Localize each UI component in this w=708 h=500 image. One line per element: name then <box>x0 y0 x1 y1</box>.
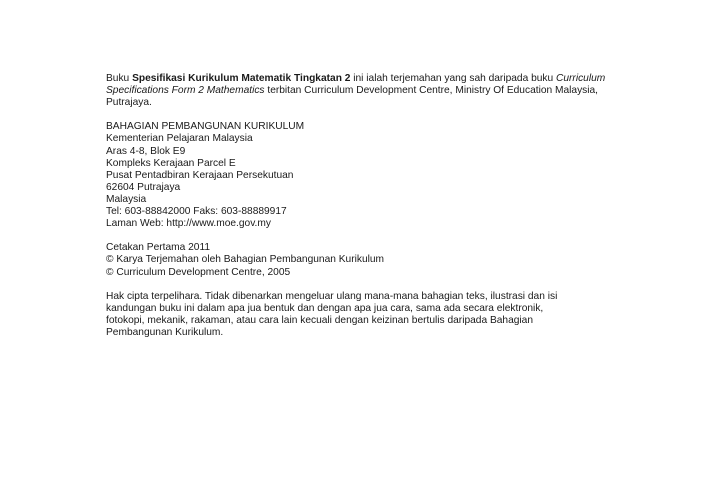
intro-prefix: Buku <box>106 73 133 84</box>
copyright-line-3: fotokopi, mekanik, rakaman, atau cara lain kecuali dengan keizinan bertulis daripada Bahagian <box>106 314 534 326</box>
edition-first-print: Cetakan Pertama 2011 <box>106 242 211 254</box>
address-centre: Pusat Pentadbiran Kerajaan Persekutuan <box>106 169 294 181</box>
address-ministry: Kementerian Pelajaran Malaysia <box>106 133 253 145</box>
intro-paragraph <box>106 73 606 109</box>
address-department: BAHAGIAN PEMBANGUNAN KURIKULUM <box>106 121 305 133</box>
address-website: Laman Web: http://www.moe.gov.my <box>106 218 271 230</box>
intro-middle: ini ialah terjemahan yang sah daripada buku <box>350 73 557 84</box>
source-title-part2: Specifications Form 2 Mathematics <box>106 85 265 97</box>
edition-translation-credit: © Karya Terjemahan oleh Bahagian Pembangunan Kurikulum <box>106 254 385 266</box>
intro-line-3: Putrajaya. <box>106 97 152 109</box>
edition-block <box>106 242 606 278</box>
edition-original-credit: © Curriculum Development Centre, 2005 <box>106 266 291 278</box>
address-floor: Aras 4-8, Blok E9 <box>106 145 186 157</box>
intro-line-1 <box>106 73 606 85</box>
book-title: Spesifikasi Kurikulum Matematik Tingkatan 2 <box>132 73 351 84</box>
address-complex: Kompleks Kerajaan Parcel E <box>106 157 236 169</box>
copyright-line-2: kandungan buku ini dalam apa jua bentuk dan dengan apa jua cara, sama ada secara elektronik, <box>106 302 544 314</box>
address-postcode: 62604 Putrajaya <box>106 181 181 193</box>
address-country: Malaysia <box>106 193 147 205</box>
address-block <box>106 121 606 230</box>
address-phone-fax: Tel: 603-88842000 Faks: 603-88889917 <box>106 206 287 218</box>
intro-suffix: terbitan Curriculum Development Centre, Ministry Of Education Malaysia, <box>264 85 599 97</box>
intro-line-2 <box>106 85 606 97</box>
source-title-part1: Curriculum <box>556 73 606 84</box>
copyright-line-1: Hak cipta terpelihara. Tidak dibenarkan mengeluar ulang mana-mana bahagian teks, ilustrasi dan isi <box>106 290 558 302</box>
document-page <box>106 73 606 351</box>
copyright-paragraph <box>106 291 606 339</box>
copyright-line-4: Pembangunan Kurikulum. <box>106 326 224 338</box>
